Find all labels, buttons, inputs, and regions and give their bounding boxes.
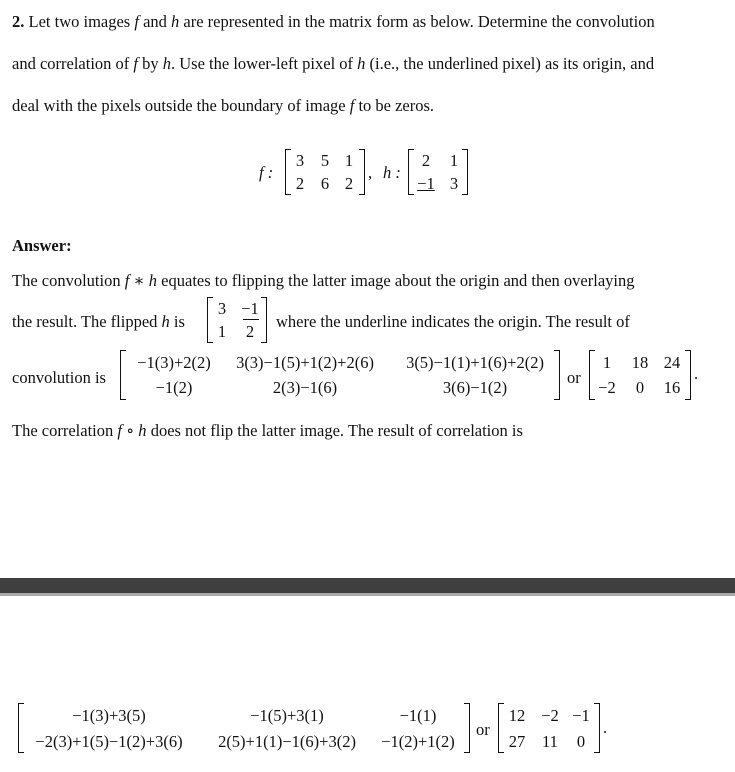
matrix-cell: −1(3)+2(2) — [137, 353, 211, 372]
page-divider-shadow — [0, 593, 735, 596]
convolution-line-1: The convolution f ∗ h equates to flipping the latter image about the origin and then overlaying — [12, 271, 635, 290]
matrix-cell: 5 — [320, 151, 330, 170]
matrix-cell: 1 — [602, 353, 612, 372]
matrix-cell: −1(5)+3(1) — [250, 706, 324, 725]
matrix-convolution-expression — [120, 350, 560, 400]
var-f: f — [134, 12, 139, 31]
matrix-convolution-result — [589, 350, 691, 400]
comma: , — [368, 163, 373, 182]
or-1: or — [567, 368, 581, 387]
matrix-cell: 1 — [217, 322, 227, 341]
matrix-correlation-result — [498, 703, 600, 753]
convolution-line-2b: where the underline indicates the origin. The result of — [276, 312, 630, 331]
origin-underline — [243, 319, 259, 320]
matrix-cell: −1 — [241, 299, 259, 318]
matrix-cell: −1(1) — [399, 706, 437, 725]
or-2: or — [476, 720, 490, 739]
question-line-2: and correlation of f by h. Use the lower-left pixel of h (i.e., the underlined pixel) as its origin, and — [12, 54, 655, 73]
matrix-cell: 27 — [508, 732, 526, 751]
matrix-cell: 3 — [295, 151, 305, 170]
matrix-cell: 0 — [576, 732, 586, 751]
matrix-cell: 2 — [245, 322, 255, 341]
correlation-line: The correlation f ∘ h does not flip the latter image. The result of correlation is — [12, 421, 523, 440]
matrix-cell: −2 — [598, 378, 616, 397]
matrix-cell: −1(2)+1(2) — [381, 732, 455, 751]
question-line-1: 2. Let two images f and h are represented in the matrix form as below. Determine the convolution — [12, 12, 655, 31]
matrix-cell: −1(3)+3(5) — [72, 706, 146, 725]
matrix-cell-origin: −1 — [417, 174, 435, 193]
matrix-cell: 3 — [217, 299, 227, 318]
matrix-cell: 3(5)−1(1)+1(6)+2(2) — [406, 353, 544, 372]
matrix-f — [285, 149, 365, 195]
convolution-label: convolution is — [12, 368, 106, 387]
question-line-3: deal with the pixels outside the boundary of image f to be zeros. — [12, 96, 435, 115]
convolution-line-2a: the result. The flipped h is — [12, 312, 185, 331]
matrix-cell: 11 — [542, 732, 558, 751]
matrix-cell: −2 — [541, 706, 559, 725]
matrix-cell: 18 — [631, 353, 649, 372]
matrix-cell: 2 — [421, 151, 431, 170]
h-label: h : — [383, 163, 401, 182]
matrix-cell: 2 — [344, 174, 354, 193]
matrix-cell: 3(3)−1(5)+1(2)+2(6) — [236, 353, 374, 372]
period-1: . — [694, 364, 699, 383]
matrix-cell: −1 — [572, 706, 590, 725]
matrix-cell: 6 — [320, 174, 330, 193]
matrix-cell: −2(3)+1(5)−1(2)+3(6) — [35, 732, 183, 751]
matrix-cell: 24 — [663, 353, 681, 372]
correlation-expression: f ∘ h — [117, 421, 147, 440]
matrix-cell: 0 — [635, 378, 645, 397]
question-number: 2. — [12, 12, 25, 31]
matrix-cell: 2 — [295, 174, 305, 193]
matrix-cell: 1 — [449, 151, 459, 170]
matrix-flipped-h — [207, 297, 267, 343]
matrix-correlation-expression — [18, 703, 470, 753]
matrix-cell: 16 — [663, 378, 681, 397]
matrix-cell: 12 — [508, 706, 526, 725]
matrix-h — [408, 149, 468, 195]
f-label: f : — [259, 163, 274, 182]
matrix-cell: 3 — [449, 174, 459, 193]
matrix-cell: 1 — [344, 151, 354, 170]
period-2: . — [603, 718, 608, 737]
matrix-cell: −1(2) — [155, 378, 193, 397]
convolution-expression: f ∗ h — [124, 271, 158, 290]
page-divider — [0, 578, 735, 593]
matrix-cell: 2(5)+1(1)−1(6)+3(2) — [218, 732, 356, 751]
matrix-cell: 3(6)−1(2) — [442, 378, 508, 397]
matrix-cell: 2(3)−1(6) — [272, 378, 338, 397]
var-h: h — [171, 12, 180, 31]
answer-heading: Answer: — [12, 236, 72, 255]
